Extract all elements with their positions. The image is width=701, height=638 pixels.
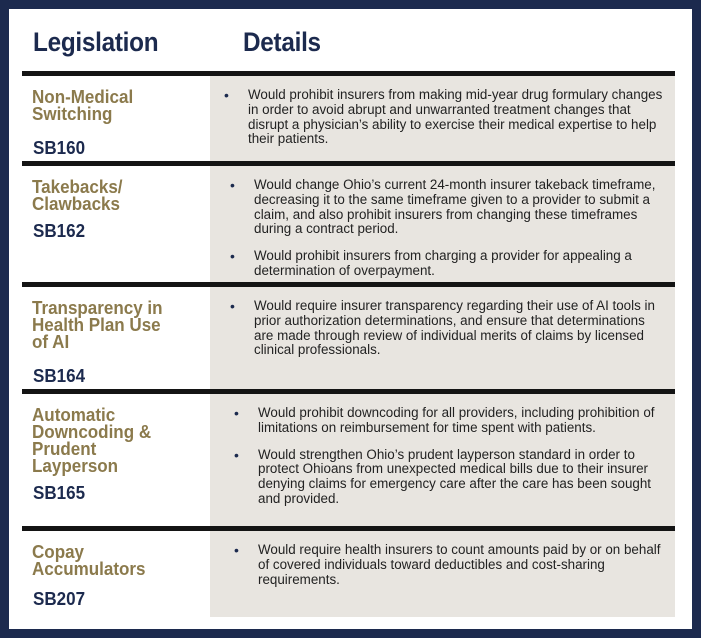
row-title (32, 299, 198, 350)
row-title-line: Accumulators (32, 558, 146, 579)
row-title-line: Downcoding & (32, 421, 152, 442)
table-row-sb207 (22, 526, 675, 617)
details-bullet: • Would require health insurers to count amounts paid by or on behalf of covered individuals toward deductibles and cost-sharing requirements. (232, 543, 667, 587)
row-title (32, 406, 198, 474)
row-label-cell (22, 531, 210, 617)
details-list (232, 406, 667, 519)
row-title (32, 543, 198, 577)
legislation-column-header: Legislation (33, 27, 159, 57)
bill-number: SB160 (33, 137, 86, 158)
details-list (222, 88, 667, 159)
bill-number: SB165 (33, 482, 86, 503)
row-title-line: Switching (32, 103, 113, 124)
details-bullet: • Would prohibit insurers from making mid-year drug formulary changes in order to avoid abrupt and unwarranted treatment changes that disrupt a physician’s ability to exercise their medical expertise to help their patients. (222, 88, 667, 147)
details-bullet: • Would require insurer transparency regarding their use of AI tools in prior authorization determinations, and ensure that determinations are made through review of individual merits of claims by licensed clinical professionals. (228, 299, 667, 358)
row-label-cell (22, 166, 210, 282)
row-label-cell (22, 394, 210, 526)
bill-number: SB207 (33, 588, 86, 609)
table-row-sb160 (22, 71, 675, 161)
row-title-line: Clawbacks (32, 193, 120, 214)
row-title-line: Layperson (32, 455, 119, 476)
details-bullet: • Would prohibit insurers from charging a provider for appealing a determination of overpayment. (228, 249, 667, 279)
row-title (32, 88, 198, 122)
table-row-sb162 (22, 161, 675, 282)
table-header (9, 25, 692, 69)
row-title-line: Automatic (32, 404, 116, 425)
details-bullet: • Would strengthen Ohio’s prudent layperson standard in order to protect Ohioans from unexpected medical bills due to their insurer denying claims for emergency care after the care has been sought and provided. (232, 448, 667, 507)
row-title-line: Takebacks/ (32, 176, 123, 197)
row-title-line: Health Plan Use (32, 314, 161, 335)
row-label-cell (22, 76, 210, 161)
row-title (32, 178, 198, 212)
bill-number: SB162 (33, 220, 86, 241)
row-title-line: Transparency in (32, 297, 163, 318)
row-title-line: Non-Medical (32, 86, 134, 107)
details-column-header: Details (243, 27, 321, 57)
details-list (232, 543, 667, 599)
table-row-sb164 (22, 282, 675, 389)
row-title-line: Copay (32, 541, 85, 562)
details-bullet: • Would change Ohio’s current 24-month insurer takeback timeframe, decreasing it to the same timeframe given to a provider to submit a claim, and also prohibit insurers from changing these timeframes during a contract period. (228, 178, 667, 237)
row-title-line: Prudent (32, 438, 97, 459)
details-list (228, 178, 667, 291)
legislation-table (22, 71, 675, 617)
details-bullet: • Would prohibit downcoding for all providers, including prohibition of limitations on reimbursement for time spent with patients. (232, 406, 667, 436)
legislation-panel (9, 9, 692, 629)
details-list (228, 299, 667, 370)
row-label-cell (22, 287, 210, 389)
row-title-line: of AI (32, 331, 70, 352)
table-row-sb165 (22, 389, 675, 526)
bill-number: SB164 (33, 365, 86, 386)
